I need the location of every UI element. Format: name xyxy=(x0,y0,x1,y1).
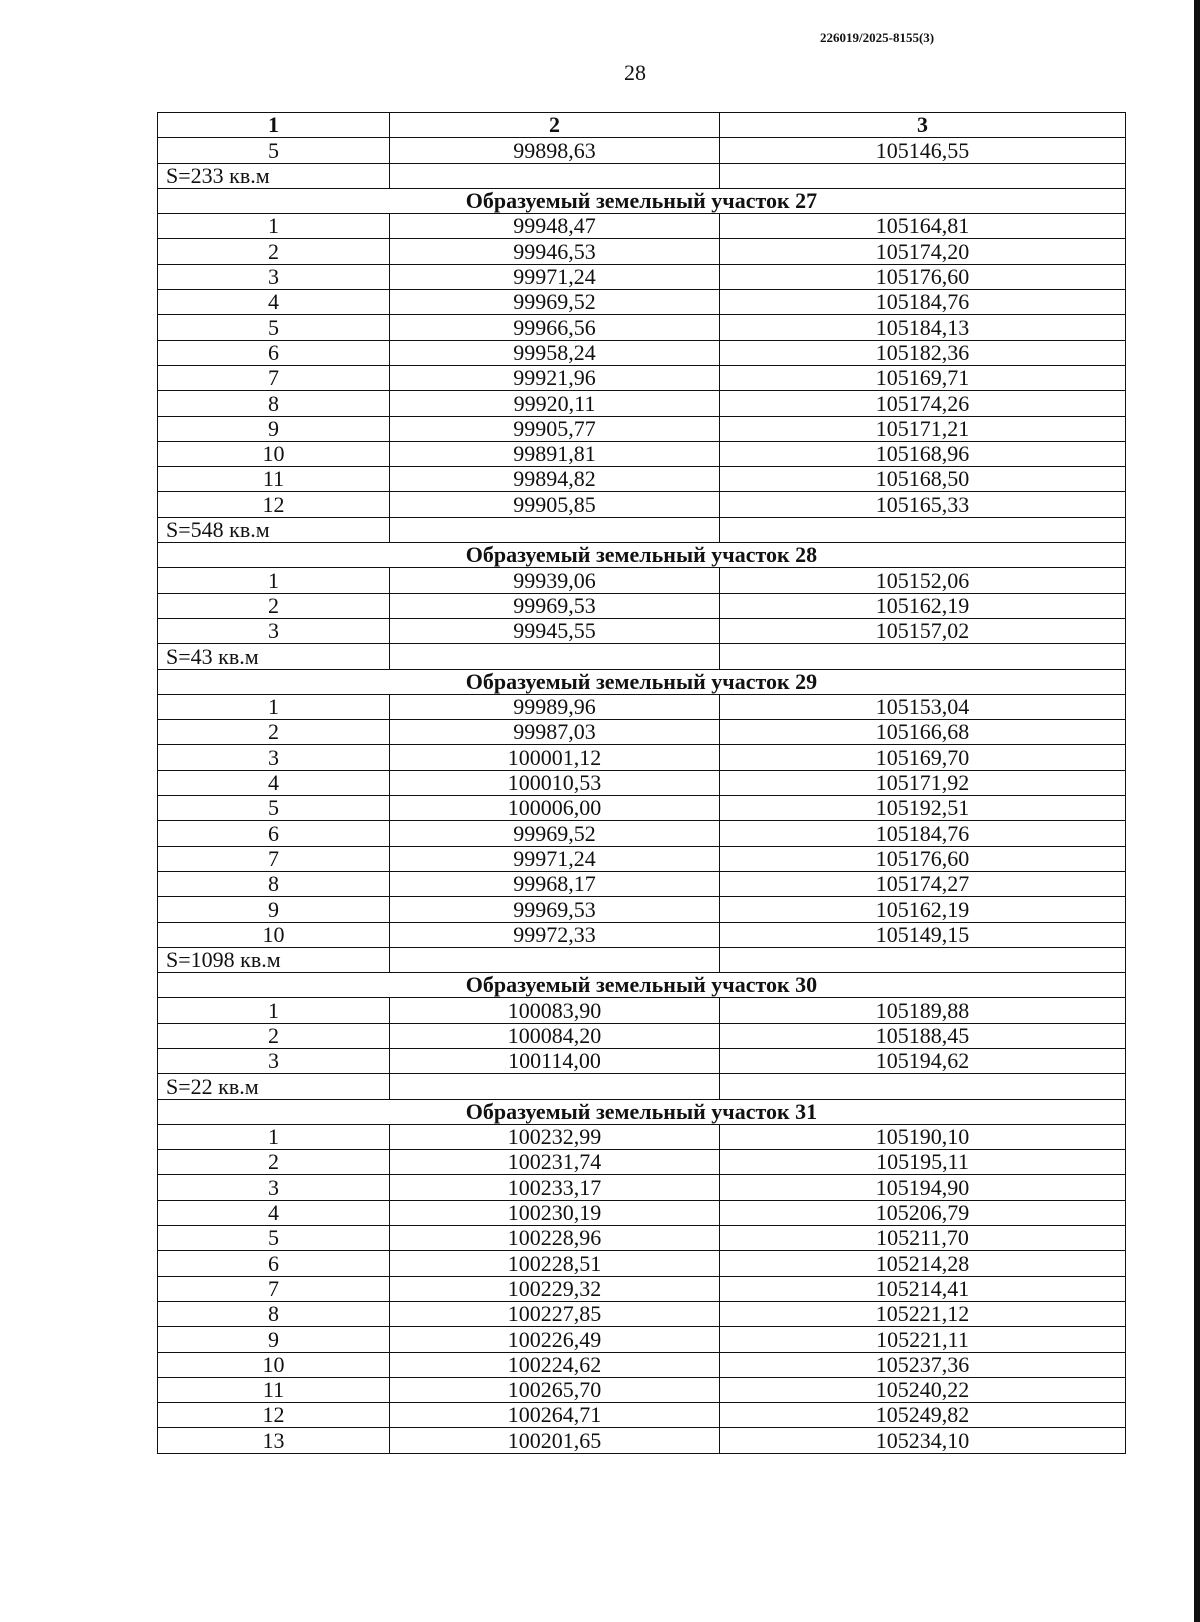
table-row xyxy=(158,492,1126,517)
area-row xyxy=(158,644,1126,669)
area-label: S=43 кв.м xyxy=(158,644,390,669)
x-coordinate-cell: 100227,85 xyxy=(390,1301,720,1326)
x-coordinate-cell: 99969,53 xyxy=(390,897,720,922)
y-coordinate-cell: 105240,22 xyxy=(720,1377,1126,1402)
y-coordinate-cell: 105184,13 xyxy=(720,315,1126,340)
coordinates-table xyxy=(157,112,1126,1454)
table-row xyxy=(158,264,1126,289)
y-coordinate-cell: 105166,68 xyxy=(720,720,1126,745)
table-row xyxy=(158,618,1126,643)
table-row xyxy=(158,998,1126,1023)
empty-cell xyxy=(390,1074,720,1099)
table-row xyxy=(158,467,1126,492)
area-label: S=548 кв.м xyxy=(158,517,390,542)
y-coordinate-cell: 105164,81 xyxy=(720,214,1126,239)
point-number-cell: 3 xyxy=(158,1175,390,1200)
y-coordinate-cell: 105162,19 xyxy=(720,897,1126,922)
x-coordinate-cell: 100264,71 xyxy=(390,1403,720,1428)
y-coordinate-cell: 105153,04 xyxy=(720,694,1126,719)
x-coordinate-cell: 99958,24 xyxy=(390,340,720,365)
table-row xyxy=(158,1352,1126,1377)
table-header-row xyxy=(158,113,1126,138)
x-coordinate-cell: 100226,49 xyxy=(390,1327,720,1352)
area-label: S=233 кв.м xyxy=(158,163,390,188)
x-coordinate-cell: 100228,51 xyxy=(390,1251,720,1276)
x-coordinate-cell: 100229,32 xyxy=(390,1276,720,1301)
table-row xyxy=(158,1023,1126,1048)
empty-cell xyxy=(390,163,720,188)
y-coordinate-cell: 105192,51 xyxy=(720,796,1126,821)
point-number-cell: 10 xyxy=(158,441,390,466)
point-number-cell: 8 xyxy=(158,871,390,896)
x-coordinate-cell: 100232,99 xyxy=(390,1124,720,1149)
point-number-cell: 5 xyxy=(158,315,390,340)
x-coordinate-cell: 99989,96 xyxy=(390,694,720,719)
y-coordinate-cell: 105190,10 xyxy=(720,1124,1126,1149)
area-row xyxy=(158,947,1126,972)
y-coordinate-cell: 105176,60 xyxy=(720,264,1126,289)
table-row xyxy=(158,1226,1126,1251)
y-coordinate-cell: 105149,15 xyxy=(720,922,1126,947)
y-coordinate-cell: 105194,90 xyxy=(720,1175,1126,1200)
table-row xyxy=(158,694,1126,719)
area-row xyxy=(158,163,1126,188)
x-coordinate-cell: 100233,17 xyxy=(390,1175,720,1200)
x-coordinate-cell: 99969,52 xyxy=(390,290,720,315)
point-number-cell: 2 xyxy=(158,593,390,618)
area-label: S=1098 кв.м xyxy=(158,947,390,972)
point-number-cell: 3 xyxy=(158,618,390,643)
table-row xyxy=(158,871,1126,896)
x-coordinate-cell: 100083,90 xyxy=(390,998,720,1023)
x-coordinate-cell: 100084,20 xyxy=(390,1023,720,1048)
point-number-cell: 12 xyxy=(158,1403,390,1428)
y-coordinate-cell: 105249,82 xyxy=(720,1403,1126,1428)
point-number-cell: 6 xyxy=(158,340,390,365)
table-row xyxy=(158,846,1126,871)
x-coordinate-cell: 99898,63 xyxy=(390,138,720,163)
empty-cell xyxy=(390,517,720,542)
y-coordinate-cell: 105211,70 xyxy=(720,1226,1126,1251)
point-number-cell: 2 xyxy=(158,1150,390,1175)
y-coordinate-cell: 105184,76 xyxy=(720,821,1126,846)
x-coordinate-cell: 100201,65 xyxy=(390,1428,720,1453)
empty-cell xyxy=(720,644,1126,669)
x-coordinate-cell: 99972,33 xyxy=(390,922,720,947)
table-row xyxy=(158,1124,1126,1149)
point-number-cell: 4 xyxy=(158,1200,390,1225)
table-row xyxy=(158,1276,1126,1301)
table-row xyxy=(158,922,1126,947)
x-coordinate-cell: 100114,00 xyxy=(390,1048,720,1073)
table-row xyxy=(158,1327,1126,1352)
scan-edge xyxy=(1194,0,1200,1622)
table-row xyxy=(158,720,1126,745)
point-number-cell: 9 xyxy=(158,1327,390,1352)
section-heading: Образуемый земельный участок 27 xyxy=(158,188,1126,213)
table-row xyxy=(158,745,1126,770)
point-number-cell: 9 xyxy=(158,416,390,441)
x-coordinate-cell: 100006,00 xyxy=(390,796,720,821)
column-header-x: 2 xyxy=(390,113,720,138)
x-coordinate-cell: 99905,85 xyxy=(390,492,720,517)
y-coordinate-cell: 105234,10 xyxy=(720,1428,1126,1453)
column-header-point: 1 xyxy=(158,113,390,138)
table-row xyxy=(158,340,1126,365)
x-coordinate-cell: 100228,96 xyxy=(390,1226,720,1251)
x-coordinate-cell: 99894,82 xyxy=(390,467,720,492)
y-coordinate-cell: 105174,20 xyxy=(720,239,1126,264)
x-coordinate-cell: 99969,53 xyxy=(390,593,720,618)
y-coordinate-cell: 105214,41 xyxy=(720,1276,1126,1301)
point-number-cell: 4 xyxy=(158,290,390,315)
x-coordinate-cell: 100224,62 xyxy=(390,1352,720,1377)
y-coordinate-cell: 105162,19 xyxy=(720,593,1126,618)
y-coordinate-cell: 105189,88 xyxy=(720,998,1126,1023)
empty-cell xyxy=(720,947,1126,972)
y-coordinate-cell: 105174,26 xyxy=(720,391,1126,416)
empty-cell xyxy=(720,163,1126,188)
x-coordinate-cell: 99971,24 xyxy=(390,846,720,871)
point-number-cell: 6 xyxy=(158,1251,390,1276)
point-number-cell: 10 xyxy=(158,922,390,947)
x-coordinate-cell: 99948,47 xyxy=(390,214,720,239)
point-number-cell: 3 xyxy=(158,1048,390,1073)
empty-cell xyxy=(720,1074,1126,1099)
table-row xyxy=(158,1403,1126,1428)
point-number-cell: 1 xyxy=(158,694,390,719)
table-row xyxy=(158,138,1126,163)
x-coordinate-cell: 99905,77 xyxy=(390,416,720,441)
x-coordinate-cell: 100230,19 xyxy=(390,1200,720,1225)
y-coordinate-cell: 105182,36 xyxy=(720,340,1126,365)
x-coordinate-cell: 99969,52 xyxy=(390,821,720,846)
page-number: 28 xyxy=(624,60,646,85)
point-number-cell: 9 xyxy=(158,897,390,922)
coordinates-table-body xyxy=(158,113,1126,1454)
table-row xyxy=(158,796,1126,821)
y-coordinate-cell: 105168,96 xyxy=(720,441,1126,466)
section-heading: Образуемый земельный участок 29 xyxy=(158,669,1126,694)
table-row xyxy=(158,416,1126,441)
y-coordinate-cell: 105195,11 xyxy=(720,1150,1126,1175)
x-coordinate-cell: 99968,17 xyxy=(390,871,720,896)
table-row xyxy=(158,214,1126,239)
point-number-cell: 8 xyxy=(158,391,390,416)
point-number-cell: 5 xyxy=(158,796,390,821)
x-coordinate-cell: 99920,11 xyxy=(390,391,720,416)
y-coordinate-cell: 105214,28 xyxy=(720,1251,1126,1276)
table-row xyxy=(158,391,1126,416)
point-number-cell: 7 xyxy=(158,1276,390,1301)
point-number-cell: 1 xyxy=(158,568,390,593)
point-number-cell: 3 xyxy=(158,745,390,770)
y-coordinate-cell: 105169,71 xyxy=(720,365,1126,390)
point-number-cell: 2 xyxy=(158,1023,390,1048)
point-number-cell: 6 xyxy=(158,821,390,846)
y-coordinate-cell: 105206,79 xyxy=(720,1200,1126,1225)
x-coordinate-cell: 100265,70 xyxy=(390,1377,720,1402)
x-coordinate-cell: 100001,12 xyxy=(390,745,720,770)
table-row xyxy=(158,821,1126,846)
x-coordinate-cell: 99987,03 xyxy=(390,720,720,745)
x-coordinate-cell: 99921,96 xyxy=(390,365,720,390)
column-header-y: 3 xyxy=(720,113,1126,138)
point-number-cell: 5 xyxy=(158,138,390,163)
table-row xyxy=(158,239,1126,264)
point-number-cell: 11 xyxy=(158,467,390,492)
y-coordinate-cell: 105157,02 xyxy=(720,618,1126,643)
table-row xyxy=(158,1428,1126,1453)
point-number-cell: 12 xyxy=(158,492,390,517)
point-number-cell: 8 xyxy=(158,1301,390,1326)
x-coordinate-cell: 100010,53 xyxy=(390,770,720,795)
point-number-cell: 1 xyxy=(158,214,390,239)
point-number-cell: 5 xyxy=(158,1226,390,1251)
y-coordinate-cell: 105146,55 xyxy=(720,138,1126,163)
table-row xyxy=(158,770,1126,795)
point-number-cell: 1 xyxy=(158,998,390,1023)
point-number-cell: 10 xyxy=(158,1352,390,1377)
table-row xyxy=(158,897,1126,922)
section-heading-row xyxy=(158,1099,1126,1124)
point-number-cell: 11 xyxy=(158,1377,390,1402)
x-coordinate-cell: 99966,56 xyxy=(390,315,720,340)
point-number-cell: 13 xyxy=(158,1428,390,1453)
table-row xyxy=(158,1048,1126,1073)
y-coordinate-cell: 105194,62 xyxy=(720,1048,1126,1073)
area-row xyxy=(158,517,1126,542)
x-coordinate-cell: 99945,55 xyxy=(390,618,720,643)
y-coordinate-cell: 105184,76 xyxy=(720,290,1126,315)
table-row xyxy=(158,1150,1126,1175)
y-coordinate-cell: 105171,92 xyxy=(720,770,1126,795)
empty-cell xyxy=(390,644,720,669)
point-number-cell: 1 xyxy=(158,1124,390,1149)
table-row xyxy=(158,593,1126,618)
point-number-cell: 3 xyxy=(158,264,390,289)
section-heading-row xyxy=(158,973,1126,998)
y-coordinate-cell: 105169,70 xyxy=(720,745,1126,770)
y-coordinate-cell: 105171,21 xyxy=(720,416,1126,441)
x-coordinate-cell: 99891,81 xyxy=(390,441,720,466)
point-number-cell: 2 xyxy=(158,720,390,745)
table-row xyxy=(158,1175,1126,1200)
section-heading-row xyxy=(158,669,1126,694)
point-number-cell: 2 xyxy=(158,239,390,264)
table-row xyxy=(158,1200,1126,1225)
area-label: S=22 кв.м xyxy=(158,1074,390,1099)
y-coordinate-cell: 105174,27 xyxy=(720,871,1126,896)
empty-cell xyxy=(720,517,1126,542)
section-heading: Образуемый земельный участок 28 xyxy=(158,543,1126,568)
empty-cell xyxy=(390,947,720,972)
area-row xyxy=(158,1074,1126,1099)
section-heading-row xyxy=(158,188,1126,213)
point-number-cell: 7 xyxy=(158,365,390,390)
table-row xyxy=(158,365,1126,390)
x-coordinate-cell: 99939,06 xyxy=(390,568,720,593)
table-row xyxy=(158,290,1126,315)
table-row xyxy=(158,568,1126,593)
point-number-cell: 7 xyxy=(158,846,390,871)
x-coordinate-cell: 99971,24 xyxy=(390,264,720,289)
table-row xyxy=(158,315,1126,340)
point-number-cell: 4 xyxy=(158,770,390,795)
section-heading: Образуемый земельный участок 30 xyxy=(158,973,1126,998)
section-heading: Образуемый земельный участок 31 xyxy=(158,1099,1126,1124)
x-coordinate-cell: 99946,53 xyxy=(390,239,720,264)
y-coordinate-cell: 105168,50 xyxy=(720,467,1126,492)
table-row xyxy=(158,1301,1126,1326)
table-row xyxy=(158,441,1126,466)
y-coordinate-cell: 105152,06 xyxy=(720,568,1126,593)
x-coordinate-cell: 100231,74 xyxy=(390,1150,720,1175)
table-row xyxy=(158,1251,1126,1276)
y-coordinate-cell: 105221,11 xyxy=(720,1327,1126,1352)
y-coordinate-cell: 105237,36 xyxy=(720,1352,1126,1377)
y-coordinate-cell: 105165,33 xyxy=(720,492,1126,517)
section-heading-row xyxy=(158,543,1126,568)
table-row xyxy=(158,1377,1126,1402)
y-coordinate-cell: 105176,60 xyxy=(720,846,1126,871)
document-id: 226019/2025-8155(3) xyxy=(820,30,935,45)
y-coordinate-cell: 105221,12 xyxy=(720,1301,1126,1326)
y-coordinate-cell: 105188,45 xyxy=(720,1023,1126,1048)
